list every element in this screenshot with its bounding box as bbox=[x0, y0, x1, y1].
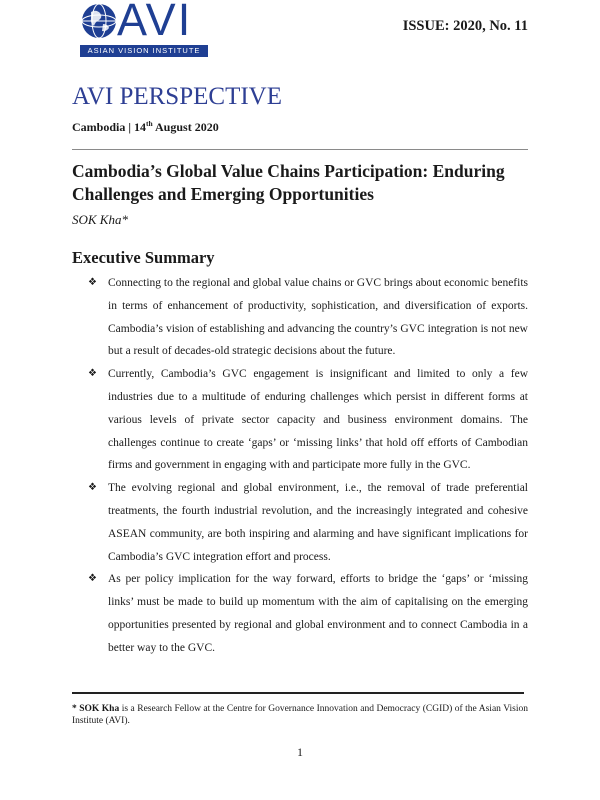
avi-logo bbox=[80, 2, 208, 58]
footnote-author-name: * SOK Kha bbox=[72, 704, 120, 714]
list-item-text: The evolving regional and global environment, i.e., the removal of trade preferential treatments, the fourth industrial revolution, and the increasingly integrated and cohesive ASEAN community, are both inspiring and alarming and have significant implications for Cambodia’s GVC integration effort and process. bbox=[108, 482, 528, 563]
executive-summary-heading: Executive Summary bbox=[72, 248, 215, 267]
diamond-bullet-icon: ❖ bbox=[88, 573, 97, 585]
header-divider bbox=[72, 149, 528, 150]
footnote-text: is a Research Fellow at the Centre for Governance Innovation and Democracy (CGID) of the Asian Vision Institute (AVI). bbox=[72, 704, 528, 726]
dateline-country: Cambodia | bbox=[72, 120, 131, 134]
footnote-divider bbox=[72, 692, 524, 694]
publication-title: AVI PERSPECTIVE bbox=[72, 83, 282, 110]
article-title: Cambodia’s Global Value Chains Participation: Enduring Challenges and Emerging Opportunities bbox=[72, 161, 505, 204]
list-item-text: As per policy implication for the way forward, efforts to bridge the ‘gaps’ or ‘missing links’ must be made to build up momentum with the aim of capitalising on the emerging opportunities presented by regional and global environment and to connect Cambodia in a better way to the GVC. bbox=[108, 573, 528, 654]
diamond-bullet-icon: ❖ bbox=[88, 277, 97, 288]
issue-number: ISSUE: 2020, No. 11 bbox=[402, 18, 528, 34]
list-item bbox=[88, 477, 528, 568]
logo-wordmark: AVI bbox=[117, 0, 193, 45]
article-author: SOK Kha* bbox=[72, 212, 128, 227]
page-number: 1 bbox=[297, 745, 303, 759]
dateline-day-suffix: th bbox=[146, 119, 153, 128]
logo-subtitle: ASIAN VISION INSTITUTE bbox=[80, 45, 208, 57]
globe-icon bbox=[80, 2, 118, 40]
list-item-text: Currently, Cambodia’s GVC engagement is insignificant and limited to only a few industries due to a multitude of enduring challenges which persist in different forms at various levels of private sector capacity and business environment domains. The challenges continue to create ‘gaps’ or ‘missing links’ that hold off efforts of Cambodian firms and government in engaging with and participate more fully in the GVC. bbox=[108, 368, 528, 472]
dateline-day: 14 bbox=[134, 120, 146, 134]
executive-summary-list bbox=[88, 272, 528, 660]
diamond-bullet-icon: ❖ bbox=[88, 368, 97, 380]
dateline bbox=[72, 119, 219, 135]
author-footnote bbox=[72, 703, 528, 727]
list-item-text: Connecting to the regional and global value chains or GVC brings about economic benefits in terms of enhancement of productivity, sophistication, and diversification of exports. Cambodia’s vision of establishing and advancing the country’s GVC integration is not new but a result of decades-old strategic decisions about the future. bbox=[108, 277, 528, 358]
list-item bbox=[88, 568, 528, 659]
list-item bbox=[88, 272, 528, 363]
diamond-bullet-icon: ❖ bbox=[88, 482, 97, 494]
list-item bbox=[88, 363, 528, 477]
dateline-month-year: August 2020 bbox=[155, 120, 219, 134]
